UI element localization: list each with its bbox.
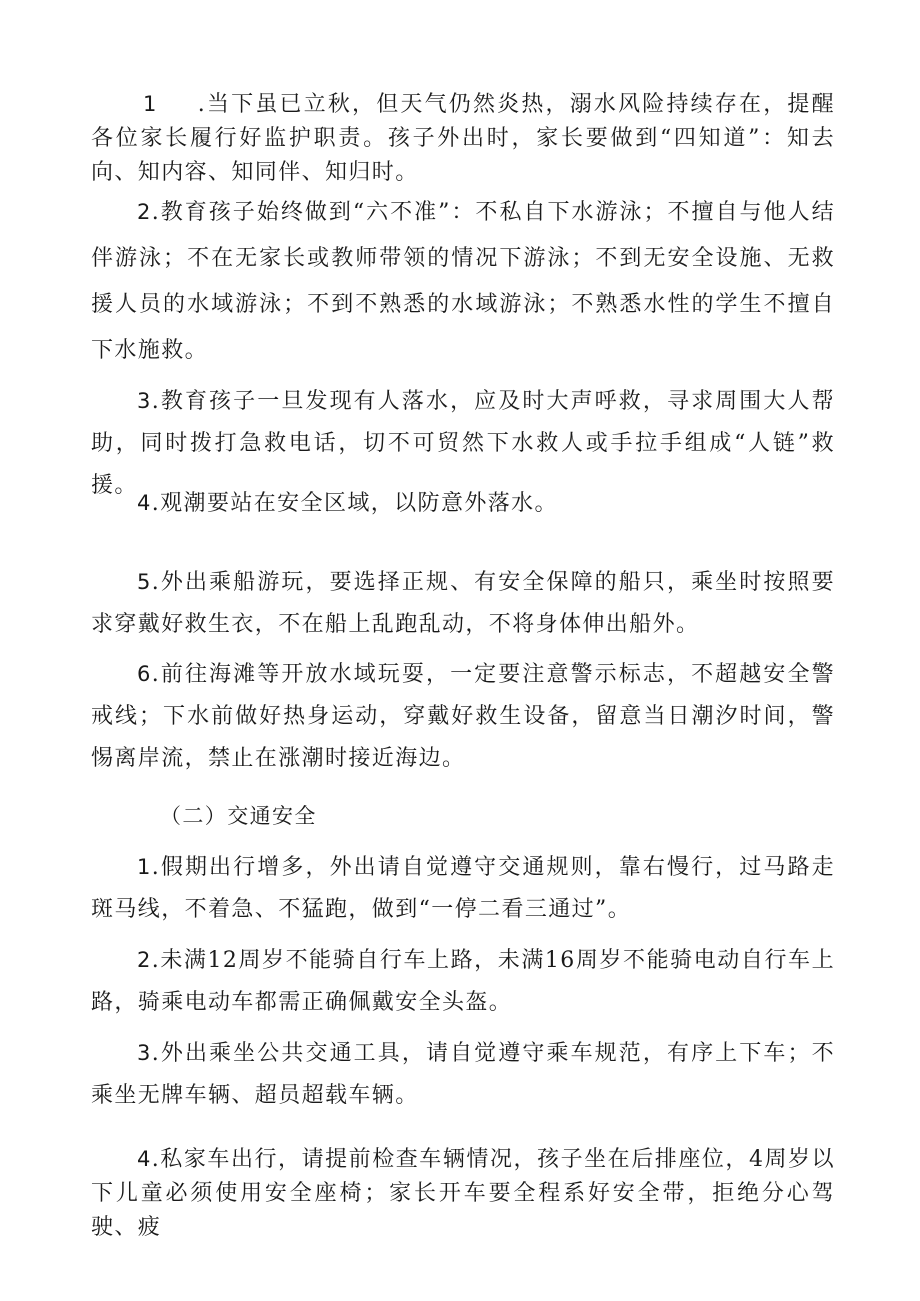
item-number: 2 [137,200,152,224]
traffic-item-2 [91,939,835,1024]
water-item-5 [91,561,835,646]
item-number: 1 [143,92,158,116]
item-text: .外出乘坐公共交通工具，请自觉遵守乘车规范，有序上下车；不乘坐无牌车辆、超员超载车辆。 [91,1041,835,1108]
item-number: 3 [137,389,152,413]
item-number: 4 [137,491,152,515]
item-number: 5 [137,570,152,594]
traffic-item-4 [91,1142,835,1245]
item-number: 3 [137,1041,152,1065]
traffic-item-3 [91,1032,835,1117]
item-number: 6 [137,662,152,686]
item-text: .观潮要站在安全区域，以防意外落水。 [151,491,558,516]
item-text: .当下虽已立秋，但天气仍然炎热，溺水风险持续存在，提醒各位家长履行好监护职责。孩子外出时，家长要做到“四知道”：知去向、知内容、知同伴、知归时。 [91,92,835,185]
item-text: .未满12周岁不能骑自行车上路，未满16周岁不能骑电动自行车上路，骑乘电动车都需正确佩戴安全头盔。 [91,948,835,1015]
item-number: 1 [137,855,152,879]
traffic-item-1 [91,846,835,931]
item-text: .教育孩子一旦发现有人落水，应及时大声呼救，寻求周围大人帮助，同时拨打急救电话，切不可贸然下水救人或手拉手组成“人链”救援。 [91,389,835,498]
item-text: .外出乘船游玩，要选择正规、有安全保障的船只，乘坐时按照要求穿戴好救生衣，不在船上乱跑乱动，不将身体伸出船外。 [91,570,835,637]
water-item-2 [91,189,835,374]
water-item-1 [91,87,835,190]
item-text: .私家车出行，请提前检查车辆情况，孩子坐在后排座位，4周岁以下儿童必须使用安全座椅；家长开车要全程系好安全带，拒绝分心驾驶、疲 [91,1147,835,1240]
section-heading: （二）交通安全 [160,804,317,828]
item-text: .假期出行增多，外出请自觉遵守交通规则，靠右慢行，过马路走斑马线，不着急、不猛跑，做到“一停二看三通过”。 [91,855,835,922]
water-item-6 [91,653,835,780]
item-number: 4 [137,1147,152,1171]
item-number: 2 [137,948,152,972]
item-text: .前往海滩等开放水域玩耍，一定要注意警示标志，不超越安全警戒线；下水前做好热身运动，穿戴好救生设备，留意当日潮汐时间，警惕离岸流，禁止在涨潮时接近海边。 [91,662,835,771]
water-item-4 [91,486,835,521]
item-text: .教育孩子始终做到“六不准”：不私自下水游泳；不擅自与他人结伴游泳；不在无家长或教师带领的情况下游泳；不到无安全设施、无救援人员的水域游泳；不到不熟悉的水域游泳；不熟悉水性的学生不擅自下水施救。 [91,200,835,363]
